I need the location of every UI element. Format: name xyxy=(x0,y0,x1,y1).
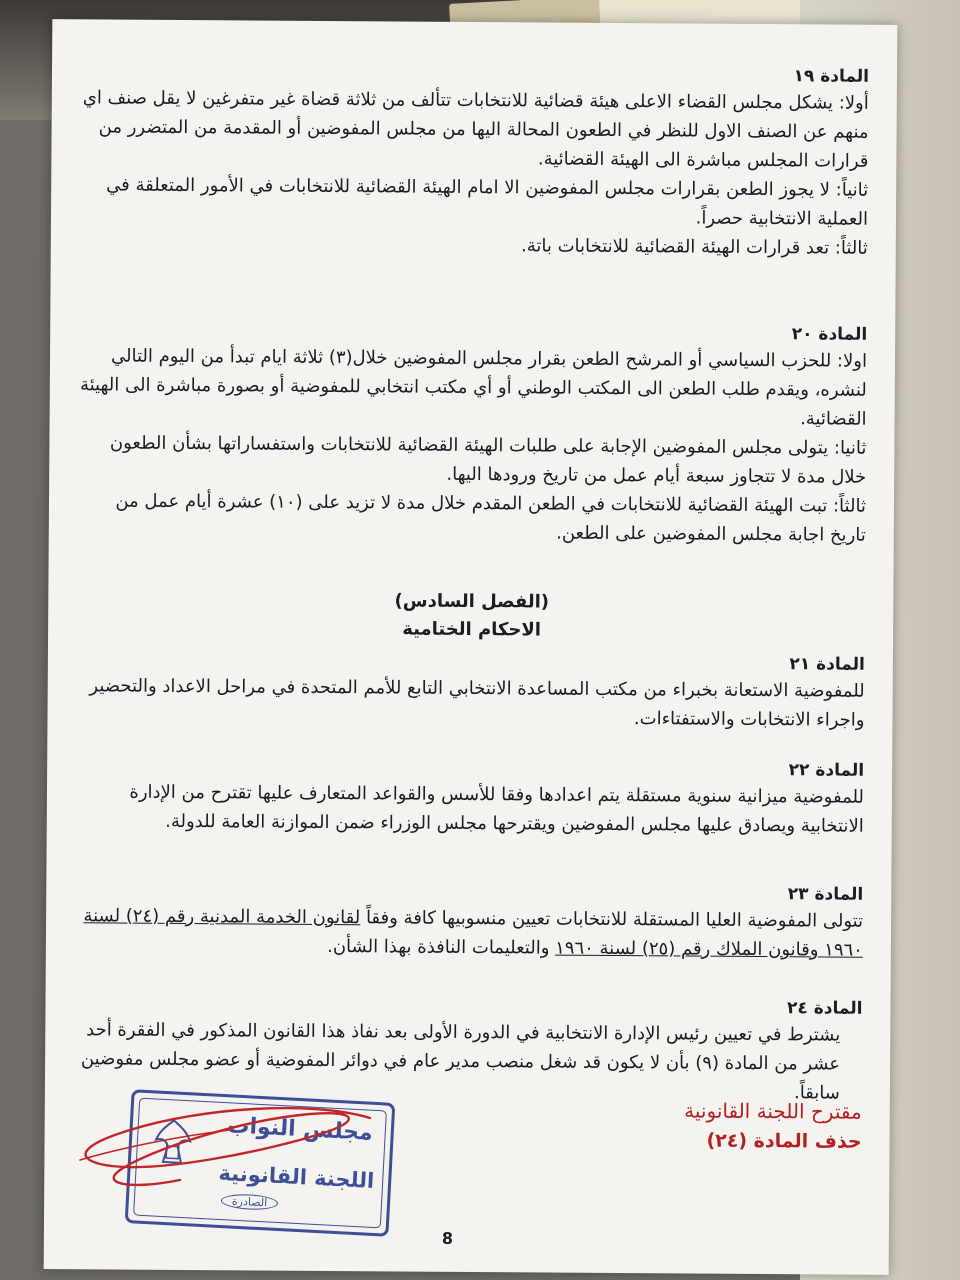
article-20-clause-3: ثالثاً: تبت الهيئة القضائية للانتخابات في الطعن المقدم خلال مدة لا تزيد على (١٠) عشرة أيام عمل من تاريخ اجابة مجلس المفوضين على الطعن. xyxy=(115,490,867,546)
signature-scribble xyxy=(60,1090,390,1200)
stamp-line-1: مجلس النواب xyxy=(226,1113,374,1146)
article-19-clause-3: ثالثاً: تعد قرارات الهيئة القضائية للانتخابات باتة. xyxy=(520,235,868,259)
article-21 xyxy=(77,647,865,734)
article-22-text: للمفوضية ميزانية سنوية مستقلة يتم اعدادها وفقا للأسس والقواعد المتعارف عليها تقترح من الإدارة الانتخابية ويصادق عليها مجلس المفوضين ويقترحها مجلس الوزراء ضمن الموازنة العامة للدولة. xyxy=(129,781,865,837)
article-23-title: المادة ٢٣ xyxy=(787,884,864,905)
article-19 xyxy=(81,59,869,262)
stamp-line-3: الصادرة xyxy=(221,1193,279,1211)
article-19-clause-2: ثانياً: لا يجوز الطعن بقرارات مجلس المفوضين الا امام الهيئة القضائية للانتخابات في الأمور المتعلقة في العملية الانتخابية حصراً. xyxy=(106,174,869,230)
article-24-title: المادة ٢٤ xyxy=(786,998,863,1019)
article-19-title: المادة ١٩ xyxy=(793,66,870,87)
stamp-line-2: اللجنة القانونية xyxy=(218,1160,375,1193)
document-page xyxy=(44,19,898,1275)
article-20-clause-1: اولا: للحزب السياسي أو المرشح الطعن بقرار مجلس المفوضين خلال(٣) ثلاثة ايام تبدأ من اليوم التالي لنشره، ويقدم طلب الطعن الى المكتب الوطني أو أي مكتب انتخابي للمفوضية أو بصورة مباشرة الى الهيئة القضائية. xyxy=(79,345,868,430)
article-19-clause-1: أولا: يشكل مجلس القضاء الاعلى هيئة قضائية للانتخابات تتألف من ثلاثة قضاة غير متفرغين لا يقل صنف اي منهم عن الصنف الاول للنظر في الطعون المحالة اليها من مجلس المفوضين أو المقدمة من المتضرر من قرارات المجلس مباشرة الى الهيئة القضائية. xyxy=(82,87,869,172)
article-20-clause-2: ثانيا: يتولى مجلس المفوضين الإجابة على طلبات الهيئة القضائية للانتخابات واستفساراتها بشأن الطعون خلال مدة لا تتجاوز سبعة أيام عمل من تاريخ ورودها اليها. xyxy=(109,432,867,488)
page-number: 8 xyxy=(441,1228,454,1248)
article-22-title: المادة ٢٢ xyxy=(788,760,865,781)
annotation-proposal: مقترح اللجنة القانونية xyxy=(684,1098,862,1124)
article-24-text: يشترط في تعيين رئيس الإدارة الانتخابية في الدورة الأولى بعد نفاذ هذا القانون المذكور في الفقرة أحد عشر من المادة (٩) بأن لا يكون قد شغل منصب مدير عام في دوائر المفوضية أو عضو مجلس مفوضين سابقاً. xyxy=(80,1019,841,1104)
article-22 xyxy=(77,753,865,840)
annotation-deletion: حذف المادة (٢٤) xyxy=(706,1129,862,1153)
article-23-law-reference: لقانون الخدمة المدنية رقم (٢٤) لسنة ١٩٦٠ وقانون الملاك رقم (٢٥) لسنة ١٩٦٠ xyxy=(83,905,863,961)
article-21-text: للمفوضية الاستعانة بخبراء من مكتب المساعدة الانتخابي التابع للأمم المتحدة في مراحل الاعداد والتحضير واجراء الانتخابات والاستفتاءات. xyxy=(89,675,865,731)
article-23-text-c: والتعليمات النافذة بهذا الشأن. xyxy=(327,936,556,959)
chapter-number: (الفصل السادس) xyxy=(394,590,550,613)
article-23-text-a: تتولى المفوضية العليا المستقلة للانتخابات تعيين منسوبيها كافة وفقاً xyxy=(360,907,864,932)
article-20-title: المادة ٢٠ xyxy=(791,324,868,345)
chapter-name: الاحكام الختامية xyxy=(402,618,542,641)
article-20 xyxy=(79,317,868,549)
article-23 xyxy=(76,877,864,964)
article-21-title: المادة ٢١ xyxy=(789,654,865,675)
chapter-heading xyxy=(78,585,865,646)
article-23-text xyxy=(76,901,863,964)
